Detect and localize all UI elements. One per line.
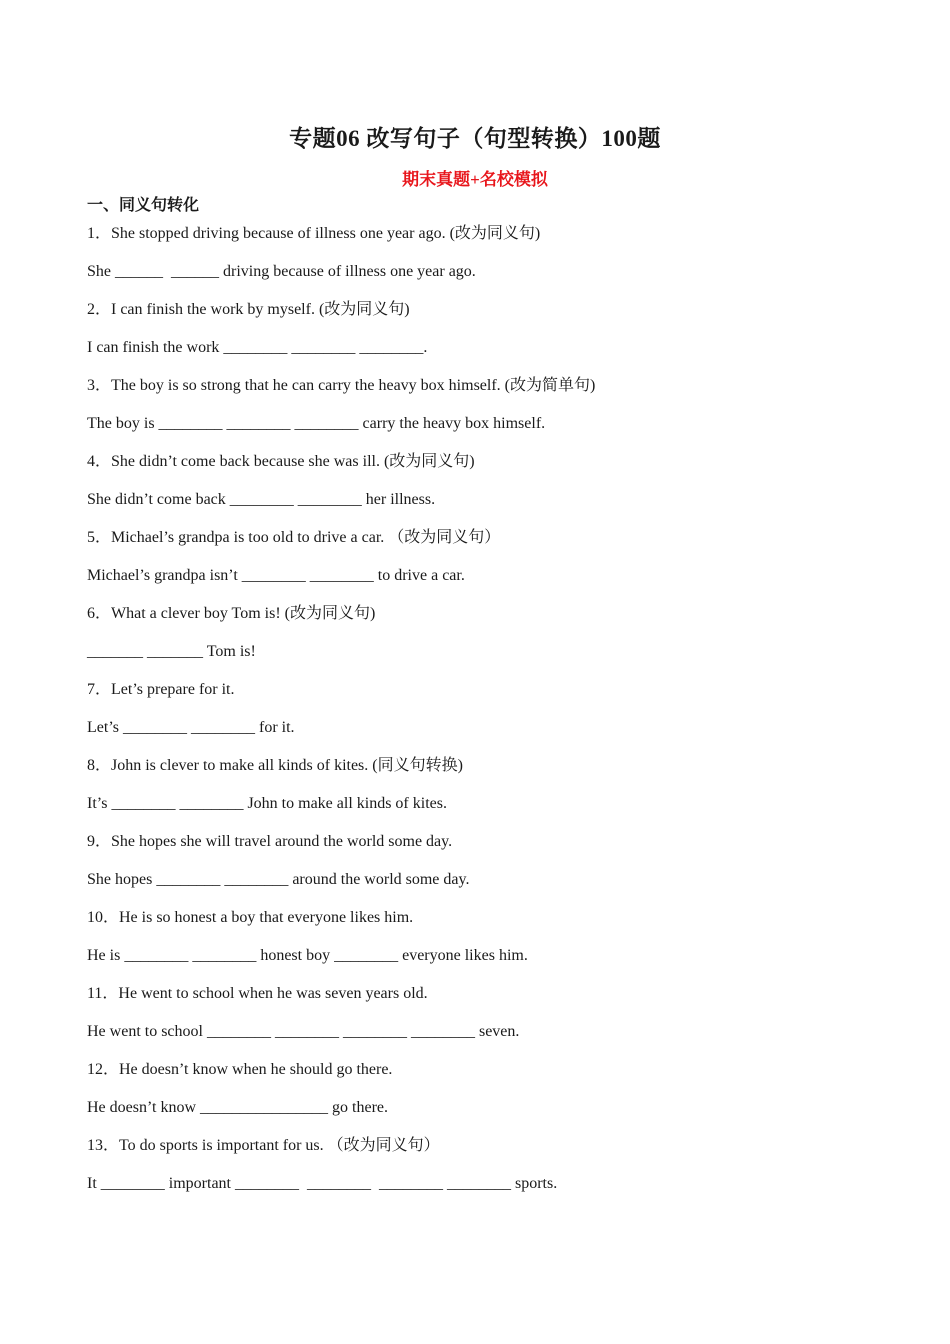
- answer-10: He is ________ ________ honest boy ________ everyone likes him.: [87, 947, 528, 964]
- question-2: 2．I can finish the work by myself. (改为同义句): [87, 301, 410, 318]
- answer-5: Michael’s grandpa isn’t ________ ________ to drive a car.: [87, 567, 465, 584]
- question-1: 1．She stopped driving because of illness one year ago. (改为同义句): [87, 225, 541, 242]
- question-13: 13．To do sports is important for us. （改为同义句）: [87, 1137, 440, 1154]
- question-5: 5．Michael’s grandpa is too old to drive a car. （改为同义句）: [87, 529, 501, 546]
- answer-7: Let’s ________ ________ for it.: [87, 719, 295, 736]
- question-6: 6．What a clever boy Tom is! (改为同义句): [87, 605, 376, 622]
- question-7: 7．Let’s prepare for it.: [87, 681, 235, 698]
- section-heading: 一、同义句转化: [87, 197, 200, 214]
- page-title: 专题06 改写句子（句型转换）100题: [289, 126, 661, 151]
- page-subtitle: 期末真题+名校模拟: [402, 170, 548, 189]
- answer-13: It ________ important ________ ________ ________ ________ sports.: [87, 1175, 558, 1192]
- answer-9: She hopes ________ ________ around the world some day.: [87, 871, 470, 888]
- answer-1: She ______ ______ driving because of illness one year ago.: [87, 263, 476, 280]
- question-10: 10．He is so honest a boy that everyone likes him.: [87, 909, 414, 926]
- question-4: 4．She didn’t come back because she was ill. (改为同义句): [87, 453, 475, 470]
- question-8: 8．John is clever to make all kinds of kites. (同义句转换): [87, 757, 463, 774]
- answer-12: He doesn’t know ________________ go there.: [87, 1099, 388, 1116]
- question-9: 9．She hopes she will travel around the world some day.: [87, 833, 453, 850]
- answer-8: It’s ________ ________ John to make all kinds of kites.: [87, 795, 447, 812]
- answer-2: I can finish the work ________ ________ ________.: [87, 339, 428, 356]
- exercise-list: [87, 222, 887, 1210]
- question-11: 11．He went to school when he was seven years old.: [87, 985, 428, 1002]
- question-3: 3．The boy is so strong that he can carry the heavy box himself. (改为简单句): [87, 377, 596, 394]
- answer-11: He went to school ________ ________ ________ ________ seven.: [87, 1023, 520, 1040]
- answer-6: _______ _______ Tom is!: [87, 643, 256, 660]
- answer-3: The boy is ________ ________ ________ carry the heavy box himself.: [87, 415, 546, 432]
- question-12: 12．He doesn’t know when he should go there.: [87, 1061, 393, 1078]
- answer-4: She didn’t come back ________ ________ her illness.: [87, 491, 436, 508]
